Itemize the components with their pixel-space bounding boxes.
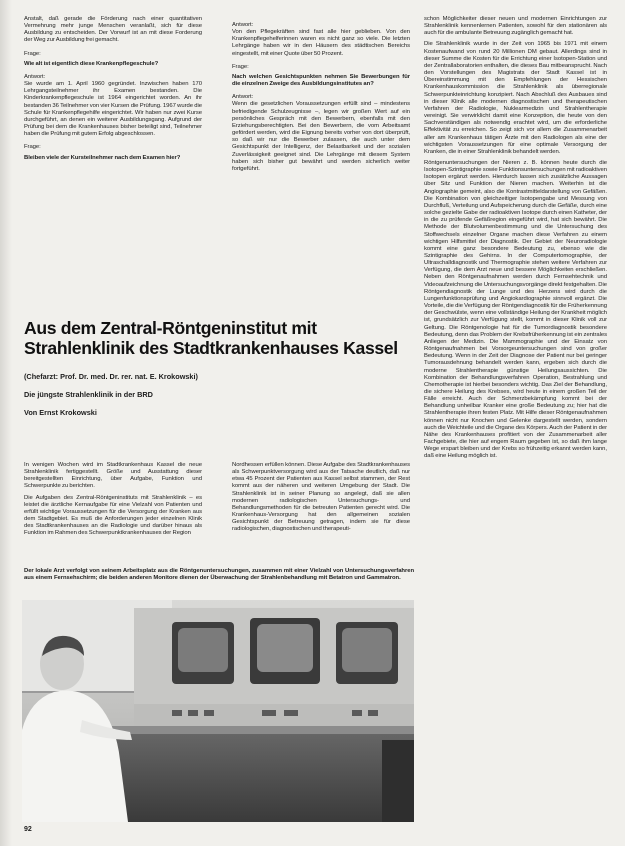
article-subheading: Die jüngste Strahlenklinik in der BRD — [24, 390, 153, 399]
column-right — [424, 16, 607, 836]
article-headline: Aus dem Zentral-Röntgeninstitut mit Strahlenklinik des Stadtkrankenhauses Kassel — [24, 318, 398, 358]
body-paragraph: schon Möglichkeiter dieser neuen und modernen Einrichtungen zur Strahlenklinik kennenlernen Patienten, sowohl für den stationären als auch für die ambulante Betreuung zugänglich gemacht hat. — [424, 16, 607, 37]
photo-caption: Der lokale Arzt verfolgt von seinem Arbeitsplatz aus die Röntgenuntersuchungen, zusammen mit einer Vielzahl von Untersuchungsverfahren aus einem Fernsehschirm; die beiden anderen Monitore dienen der Überwachung der Strahlenbehandlung mit Betatron und Gammatron. — [24, 568, 414, 582]
interview-question: Nach welchen Gesichtspunkten nehmen Sie Bewerbungen für die einzelnen Zweige des Ausbildungsinstitutes an? — [232, 73, 410, 88]
author-byline: Von Ernst Krokowski — [24, 408, 97, 417]
body-paragraph: Sie wurde am 1. April 1960 gegründet. Inzwischen haben 170 Lehrgangsteilnehmer ihr Examen bestanden. Die Kinderkrankenpflegeschule ist 1964 eingerichtet worden. An ihr bestanden 36 Teilnehmer von vier Kursen die Prüfung. 1967 wurde die Schule für Krankenpflegehilfe eingerichtet. Wir haben nur zwei Kurse durchgeführt, an denen ein weiterer Ausbildungsgang. Aufgrund der Prüfung bei dem die Krankenhauses bisher beteiligt sind, Teilnehmer haben die Prüfung mit gutem Erfolg abgeschlossen. — [24, 81, 202, 138]
body-paragraph: Die Aufgaben des Zentral-Röntgeninstituts mit Strahlenklinik – es leistet die ärztliche Kernaufgabe für eine Vielzahl von Patienten und erfüllt wichtige Voraussetzungen für die Versorgung der Kranken aus dem Stadtgebiet. Es muß die Anforderungen jeder einzelnen Klinik des Stadtkrankenhauses an die Radiologie und darüber hinaus als Funktion im Rahmen des Schwerpunktkrankenhauses der Region — [24, 494, 202, 537]
interview-label: Antwort: — [232, 94, 254, 101]
interview-label: Frage: — [24, 50, 41, 57]
interview-label: Antwort: — [232, 22, 254, 28]
body-paragraph: Wenn die gesetzlichen Voraussetzungen erfüllt sind – mindestens befriedigende Schulzeugnisse –, legen wir großen Wert auf ein persönliches Gespräch mit den Bewerbern, ebenfalls mit den Erziehungsberechtigten. Bei den Bewerbern, die vom Arbeitsamt gefördert werden, wird die Eignung bereits vorher von dort überprüft, so daß wir nur die Bewerber zulassen, die auch unter dem Gesichtspunkt der Intelligenz, der Belastbarkeit und der sozialen Zuverlässigkeit geeignet sind. Die Lehrgänge mit diesem System haben sich bisher gut bewährt und werden sicherlich weiter fortgeführt. — [232, 101, 410, 172]
article-photo — [22, 600, 414, 822]
interview-question: Wie alt ist eigentlich diese Krankenpflegeschule? — [24, 60, 159, 67]
column-middle-top — [232, 16, 410, 270]
column-left-top — [24, 16, 202, 270]
body-paragraph: In wenigen Wochen wird im Stadtkrankenhaus Kassel die neue Strahlenklinik fertiggestellt. Größe und Ausstattung dieser bereitgestellten Einrichtung, über Aufgabe, Funktion und Schwerpunkte zu berichten. — [24, 462, 202, 490]
column-middle-bottom — [232, 462, 410, 562]
body-paragraph: Die Strahlenklinik wurde in der Zeit von 1965 bis 1971 mit einem Kostenaufwand von rund 20 Millionen DM gebaut. Allerdings sind in dieser Summe die Kosten für die Errichtung einer Isotopen-Station und der Zentrallaboratorien enthalten, die dieses Bau mitbeansprucht. Nach den Vorstellungen des Magistrats der Stadt Kassel ist in Übereinstimmung mit den Empfehlungen der Hessischen Krankenhauskommission die Strahlenklinik als überregionale Schwerpunkteinrichtung konzipiert. Nach Abschluß des Ausbaues sind in dieser Klinik alle modernen diagnostischen und therapeutischen Verfahren der Radiologie, Nuklearmedizin und Strahlentherapie vereinigt. Sie verwirklicht damit eine Konzeption, die heute von den Sachverständigen als notwendig erachtet wird, um die erforderliche Effektivität zu erreichen. So zeigt sich vor allem die Zusammenarbeit aller am Krankenhaus tätigen Ärzte mit den Radiologen als eine der wichtigsten Voraussetzungen für eine optimale Versorgung der Kranken, die in einer Strahlenklinik behandelt werden. — [424, 41, 607, 155]
column-left-bottom — [24, 462, 202, 562]
page-number: 92 — [24, 826, 32, 833]
chief-physician-line: (Chefarzt: Prof. Dr. med. Dr. rer. nat. E. Krokowski) — [24, 372, 198, 381]
interview-label: Frage: — [24, 144, 41, 151]
interview-label: Antwort: — [24, 73, 46, 80]
scan-edge — [0, 0, 12, 846]
body-paragraph: Röntgenuntersuchungen der Nieren z. B. können heute durch die Isotopen-Szintigraphie sowie Funktionsuntersuchungen mit radioaktiven Isotopen ergänzt werden. Hierdurch lassen sich zusätzliche Aussagen über Sitz und Funktion der Nieren machen. Weiterhin ist die Angiographie gemeint, also die Kontrastmitteldarstellung von Gefäßen. Die Kombination von gleichzeitiger Isotopengabe und Messung von Durchfluß, Verteilung und Aufspeicherung durch die Gefäße, durch eine solche gezielte Gabe der radioaktiven Isotope durch einen Katheter, der in die zu prüfende Gefäßregion eingeführt wird, hat sich bewährt. Die Methode der Blutvolumenbestimmung und die Untersuchung des Stoffwechsels einzelner Organe machen diese Verfahren zu einem wichtigen Hilfsmittel der Diagnostik. Der Gebiet der Neuroradiologie kommt eine ganz besondere Bedeutung zu, ebenso wie die Szintigraphie des Gehirns. In der Computertomographie, der Ultraschalldiagnostik und Thermographie stehen weitere Verfahren zur Verfügung, die dem Arzt neue und bessere Möglichkeiten erschließen. Neben den Röntgenaufnahmen werden durch Fernsehtechnik und Videoaufzeichnung die Untersuchungsvorgänge direkt festgehalten. Die Röntgendiagnostik der Lunge und des Herzens wird durch die Lungenfunktionsprüfung und Angiokardiographie sinnvoll ergänzt. Die Vorteile, die die Verfügung der Röntgendiagnostik für die Früherkennung der Geschwülste, wenn eine vollständige Heilung der Krankheit möglich ist, grundsätzlich zur Verfügung stellt, kommt in dieser Klinik voll zur Geltung. Die Röntgenologie hat für die Tumordiagnostik besondere Bedeutung, denn das Problem der Krebsfrüherkennung ist ein zentrales Anliegen der Medizin. Die Mammographie und der Einsatz von Röntgenaufnahmen bei Vorsorgeuntersuchungen sind von großer Bedeutung. Wenn in der Zeit der Diagnose der Patient nur bei geringer Tumorausdehnung behandelt werden kann, ergeben sich durch die moderne Strahlentherapie günstige Heilungsaussichten. Die Kombination der Behandlungsverfahren Operation, Bestrahlung und Chemotherapie ist hierbei besonders wichtig. Das Ziel der Behandlung, die sichere Heilung des Krebses, wird heute in einem großen Teil der Fälle erreicht. Auch der Schmerzbekämpfung kommt bei der Behandlung unheilbar Kranker eine große Bedeutung zu; hier hat die Strahlentherapie ihren festen Platz. Mit Hilfe dieser Röntgenaufnahmen können nicht nur Knochen und Gelenke dargestellt werden, sondern auch die Weichteile und die Organe des Körpers. Auch der Patient in der Nähe des Krankenhauses profitiert von der Zusammenarbeit aller Fachgebiete, die hier auf engem Raum gegeben ist, so daß ihm lange Wege erspart bleiben und der Krebs so frühzeitig erkannt werden kann, daß eine Heilung möglich ist. — [424, 159, 607, 460]
body-paragraph: Nordhessen erfüllen können. Diese Aufgabe des Stadtkrankenhauses als Schwerpunktversorgung wird aus der Tatsache deutlich, daß nur etwa 45 Prozent der Patienten aus Kassel selbst stammen, der Rest kommt aus der näheren und weiteren Umgebung der Stadt. Die Strahlenklinik ist in seiner Planung so angelegt, daß sie allen modernen radiologischen Untersuchungs- und Behandlungsmethoden für die betreuten Patienten gerecht wird. Die Krankenhaus-Versorgung hat den allgemeinen sozialen Gesichtspunkt der Betreuung getragen, indem sie für diese radiologischen, diagnostischen und therapeuti- — [232, 462, 410, 533]
interview-question: Bleiben viele der Kursteilnehmer nach dem Examen hier? — [24, 154, 181, 161]
photo-illustration — [22, 600, 414, 822]
body-paragraph: Anstalt, daß gerade die Förderung nach einer quantitativen Vermehrung mehr junge Menschen veranlaßt, sich für diese Ausbildung zu entscheiden. Der Vorwurf ist an mit diese Forderung der Weg zur Ausbildung frei gemacht. — [24, 16, 202, 44]
interview-label: Frage: — [232, 63, 249, 70]
body-paragraph: Von den Pflegekräften sind fast alle hier geblieben. Von den Krankenpflegehelferinnen waren es nicht ganz so viele. Die letzten Lehrgänge haben wir in den Häusern des städtischen Bereichs eingestellt, mit einer Quote über 50 Prozent. — [232, 29, 410, 57]
